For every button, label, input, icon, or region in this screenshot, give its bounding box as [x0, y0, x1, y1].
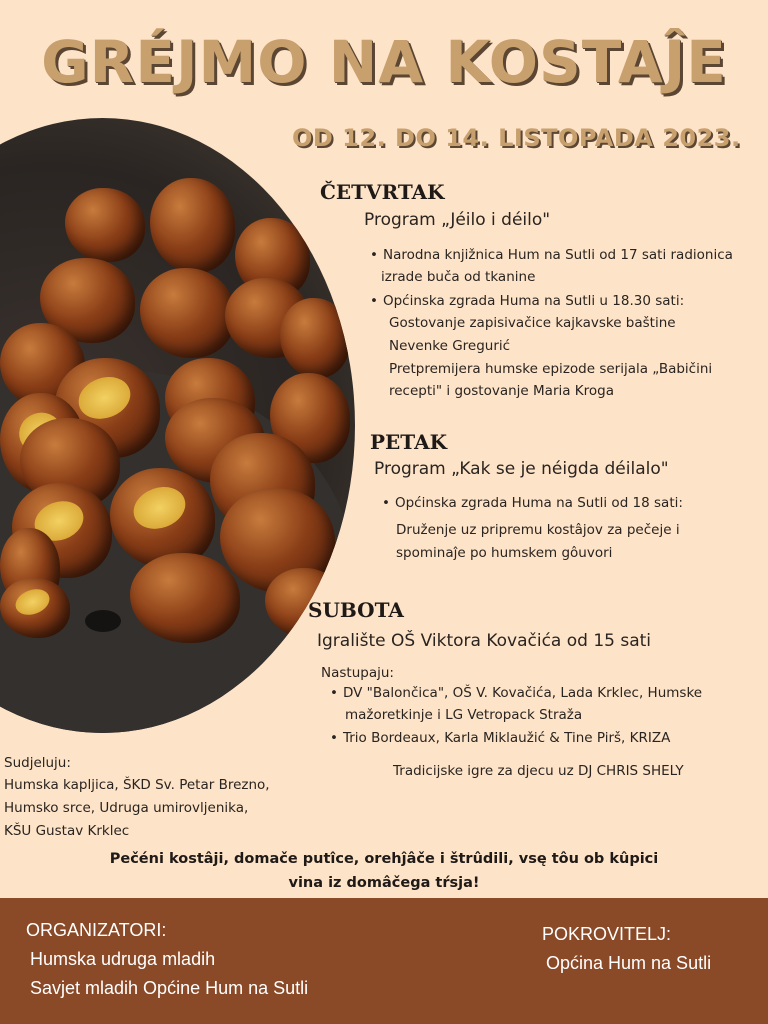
thursday-item: • Općinska zgrada Huma na Sutli u 18.30 sati: [370, 290, 684, 312]
saturday-item: • DV "Balončica", OŠ V. Kovačića, Lada Krklec, Humske [330, 682, 768, 704]
chestnut-shape [280, 298, 350, 378]
thursday-item: Gostovanje zapisivačice kajkavske baštine [389, 315, 676, 331]
chestnut-shape [140, 268, 235, 358]
thursday-heading: ČETVRTAK [320, 180, 445, 204]
participants-line: Humska kapljica, ŠKD Sv. Petar Brezno, [4, 777, 270, 793]
friday-item: • Općinska zgrada Huma na Sutli od 18 sati: [382, 492, 683, 514]
organizer-line: Savjet mladih Općine Hum na Sutli [30, 978, 309, 998]
friday-program: Program „Kak se je néigda déilalo" [374, 459, 669, 479]
chestnut-photo [0, 118, 355, 733]
performers-label: Nastupaju: [321, 665, 394, 681]
thursday-item: recepti" i gostovanje Maria Kroga [389, 383, 615, 399]
saturday-item: • Trio Bordeaux, Karla Miklaužić & Tine Pirš, KRIZA [330, 727, 670, 749]
thursday-item: Nevenke Gregurić [389, 338, 511, 354]
friday-heading: PETAK [370, 430, 447, 454]
thursday-item: • Narodna knjižnica Hum na Sutli od 17 sati radionica [370, 244, 733, 266]
friday-item: spominaĵe po humskem gôuvori [396, 545, 613, 561]
saturday-games: Tradicijske igre za djecu uz DJ CHRIS SHELY [393, 763, 684, 779]
thursday-program: Program „Jéilo i déilo" [364, 210, 551, 230]
thursday-item: izrade buča od tkanine [381, 269, 536, 285]
chestnut-shape [150, 178, 235, 273]
organizers-label: ORGANIZATORI: [26, 920, 167, 940]
saturday-heading: SUBOTA [308, 598, 404, 622]
participants-line: Humsko srce, Udruga umirovljenika, [4, 800, 249, 816]
event-dates: OD 12. DO 14. LISTOPADA 2023. [292, 124, 741, 152]
participants-label: Sudjeluju: [4, 755, 71, 771]
chestnut-shape [65, 188, 145, 262]
sponsor-name: Općina Hum na Sutli [546, 953, 712, 973]
slogan-line: Pečéni kostâji, domače putîce, orehĵâče i štrûdili, vsę tôu ob kûpici [109, 851, 659, 867]
thursday-item: Pretpremijera humske epizode serijala „Babičini [389, 361, 713, 377]
footer-bar [0, 898, 768, 1024]
slogan-line: vina iz domâčega tŕsja! [288, 875, 480, 891]
saturday-item: mažoretkinje i LG Vetropack Straža [345, 707, 583, 723]
poster-title: GRÉJMO NA KOSTAĴE [41, 28, 727, 96]
pan-hole-shape [85, 610, 121, 632]
saturday-location: Igralište OŠ Viktora Kovačića od 15 sati [317, 631, 652, 651]
sponsor-label: POKROVITELJ: [542, 924, 672, 944]
friday-item: Druženje uz pripremu kostâjov za pečeje i [396, 522, 680, 538]
organizer-line: Humska udruga mladih [30, 949, 216, 969]
chestnut-shape [0, 578, 70, 638]
participants-line: KŠU Gustav Krklec [4, 823, 130, 839]
